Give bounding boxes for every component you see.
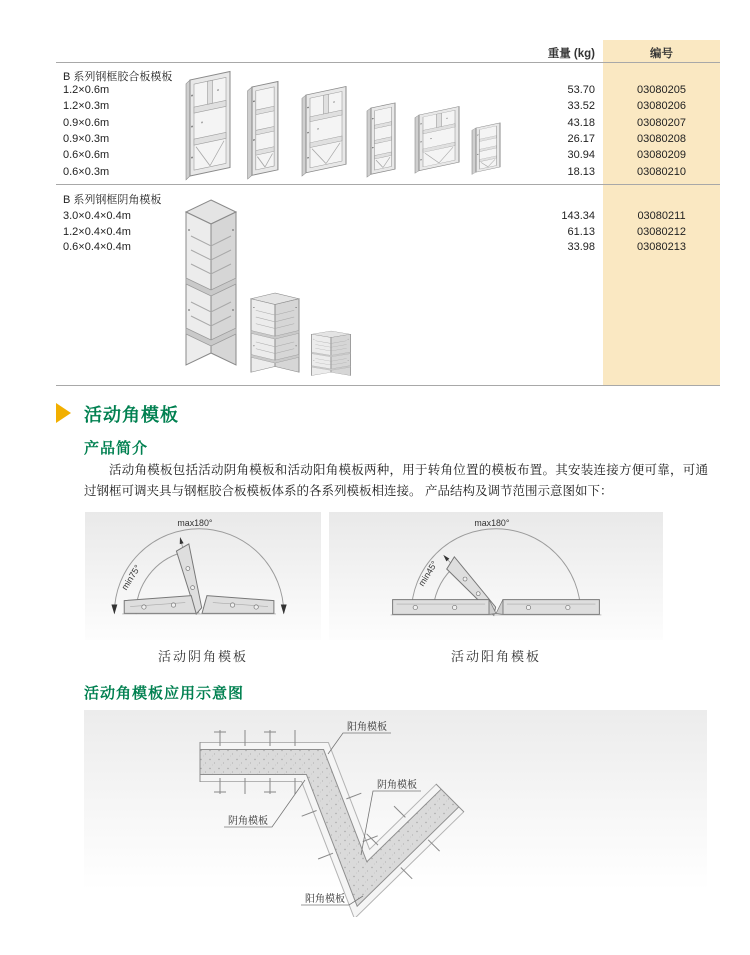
weight-value: 26.17 xyxy=(567,133,595,145)
code-value: 03080213 xyxy=(637,241,686,253)
weight-value: 61.13 xyxy=(567,226,595,238)
application-label-left: 阴角模板 xyxy=(228,816,268,827)
inner-corner-angle-diagram xyxy=(85,512,321,640)
application-diagram xyxy=(100,712,660,917)
code-value: 03080211 xyxy=(637,210,686,222)
intro-paragraph: 活动角模板包括活动阴角模板和活动阳角模板两种，用于转角位置的模板布置。其安装连接方便可靠，可通过钢框可调夹具与钢框胶合板模板体系的各系列模板相连接。 产品结构及调节范围示意图如下： xyxy=(84,463,708,498)
weight-value: 30.94 xyxy=(567,149,595,161)
code-value: 03080210 xyxy=(637,166,686,178)
header-rule xyxy=(56,62,720,63)
code-value: 03080208 xyxy=(637,133,686,145)
size-label: 0.9×0.3m xyxy=(63,133,110,145)
min-angle-label: min75° xyxy=(119,563,143,592)
size-label: 0.9×0.6m xyxy=(63,117,110,129)
weight-value: 33.52 xyxy=(567,100,595,112)
weight-column-header: 重量 (kg) xyxy=(547,48,595,60)
code-value: 03080205 xyxy=(637,84,686,96)
section-title: 活动角模板 xyxy=(84,405,179,425)
table-bottom-rule xyxy=(56,385,720,386)
weight-value: 143.34 xyxy=(561,210,595,222)
diagram-panel-inner-corner xyxy=(85,512,321,640)
max-angle-label: max180° xyxy=(474,517,510,528)
application-heading: 活动角模板应用示意图 xyxy=(84,685,245,702)
code-column-header: 编号 xyxy=(650,48,673,60)
weight-value: 18.13 xyxy=(567,166,595,178)
min-angle-label: min45° xyxy=(416,559,440,588)
size-label: 1.2×0.6m xyxy=(63,84,110,96)
max-angle-label: max180° xyxy=(177,517,213,528)
code-value: 03080212 xyxy=(637,226,686,238)
section-2-title: B 系列钢框阴角模板 xyxy=(63,194,162,206)
size-label: 1.2×0.3m xyxy=(63,100,110,112)
code-value: 03080206 xyxy=(637,100,686,112)
size-label: 0.6×0.6m xyxy=(63,149,110,161)
diagram-caption-inner: 活动阴角模板 xyxy=(157,649,248,664)
weight-value: 53.70 xyxy=(567,84,595,96)
size-label: 3.0×0.4×0.4m xyxy=(63,210,131,222)
formwork-panels-illustration xyxy=(60,65,520,385)
heading-triangle-icon xyxy=(56,403,71,423)
size-label: 0.6×0.4×0.4m xyxy=(63,241,131,253)
application-label-bottom: 阳角模板 xyxy=(305,894,345,905)
weight-value: 43.18 xyxy=(567,117,595,129)
intro-heading: 产品简介 xyxy=(84,440,149,457)
code-value: 03080209 xyxy=(637,149,686,161)
diagram-caption-outer: 活动阳角模板 xyxy=(450,649,541,664)
outer-corner-angle-diagram xyxy=(329,512,663,640)
weight-value: 33.98 xyxy=(567,241,595,253)
application-diagram-panel xyxy=(84,710,707,922)
application-label-top: 阳角模板 xyxy=(347,722,387,733)
size-label: 0.6×0.3m xyxy=(63,166,110,178)
size-label: 1.2×0.4×0.4m xyxy=(63,226,131,238)
application-label-right: 阴角模板 xyxy=(377,780,417,791)
diagram-panel-outer-corner xyxy=(329,512,663,640)
section-1-title: B 系列钢框胶合板模板 xyxy=(63,71,173,83)
code-value: 03080207 xyxy=(637,117,686,129)
